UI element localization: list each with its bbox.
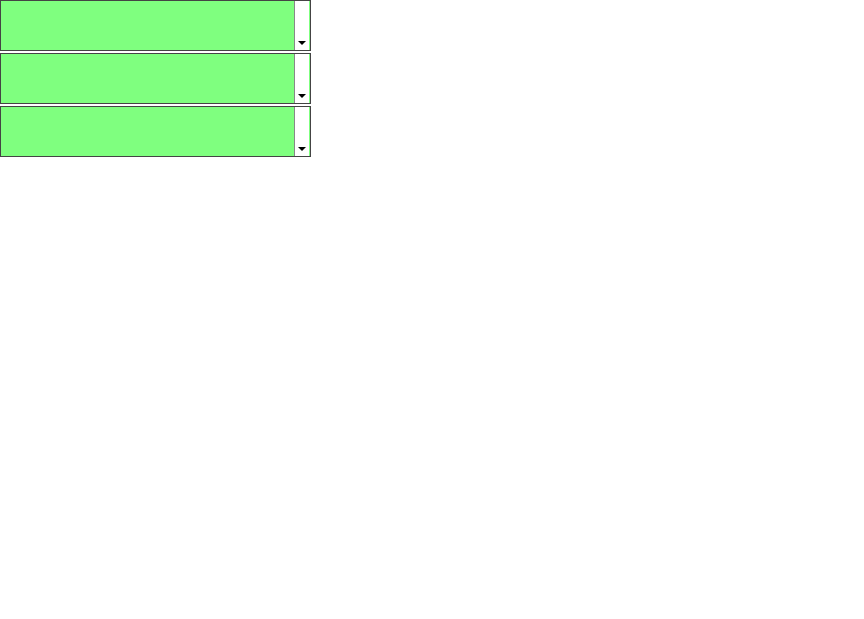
club-dropdown-arrow-icon[interactable]: [294, 107, 309, 156]
year-dropdown[interactable]: [0, 0, 311, 51]
club-dropdown[interactable]: [0, 106, 311, 157]
discipline-dropdown[interactable]: [0, 53, 311, 104]
year-dropdown-arrow-icon[interactable]: [294, 1, 309, 50]
discipline-dropdown-arrow-icon[interactable]: [294, 54, 309, 103]
